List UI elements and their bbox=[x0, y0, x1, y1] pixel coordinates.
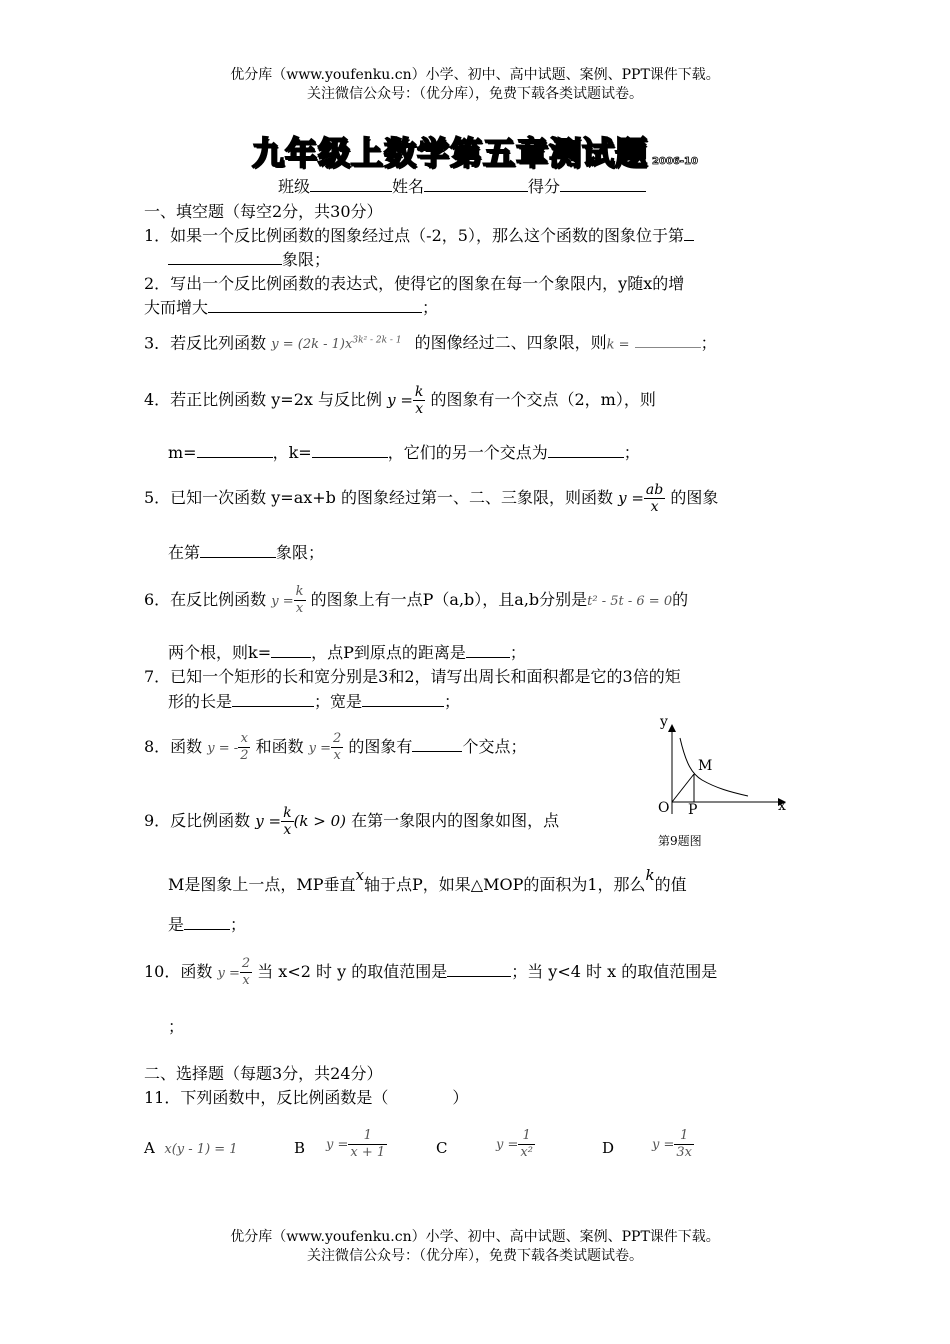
name-blank[interactable] bbox=[424, 177, 528, 192]
footer-line-2: 关注微信公众号：（优分库），免费下载各类试题试卷。 bbox=[307, 1248, 643, 1264]
q10-fraction: $\frac{2}{x}$ bbox=[241, 956, 251, 988]
class-label: 班级 bbox=[278, 177, 311, 196]
q5-line2: 在第 象限； bbox=[168, 543, 325, 562]
q4-line2: m= ，k= ，它们的另一个交点为 ； bbox=[168, 443, 640, 462]
q4-line1: 4．若正比例函数 y=2x 与反比例 y = $\frac{k}{x}$ 的图象有一个交点（2，m），则 bbox=[144, 384, 656, 417]
header-line-2: 关注微信公众号：（优分库），免费下载各类试题试卷。 bbox=[307, 86, 643, 102]
q1-line2: 象限； bbox=[168, 249, 330, 271]
q3-blank[interactable] bbox=[635, 333, 701, 348]
q11-options bbox=[144, 1128, 744, 1172]
fig-y-label: y bbox=[660, 714, 668, 730]
q1-blank[interactable] bbox=[684, 226, 694, 241]
q1-blank-cont[interactable] bbox=[168, 250, 282, 265]
hyperbola-curve bbox=[680, 738, 748, 796]
fig-o-label: O bbox=[658, 800, 670, 816]
q7-blank-width[interactable] bbox=[362, 692, 444, 707]
q4-blank-point[interactable] bbox=[548, 443, 624, 458]
student-info bbox=[278, 176, 646, 198]
q6-blank-k[interactable] bbox=[271, 643, 311, 658]
q4-blank-m[interactable] bbox=[197, 443, 273, 458]
q9-fraction: $\frac{k}{x}$ bbox=[283, 805, 292, 838]
fig-x-label: x bbox=[778, 798, 786, 814]
q5-line1: 5．已知一次函数 y=ax+b 的图象经过第一、二、三象限，则函数 y = $\frac{ab}{x}$ 的图象 bbox=[144, 482, 719, 515]
q2-blank[interactable] bbox=[208, 298, 422, 313]
q4-blank-k[interactable] bbox=[312, 443, 388, 458]
q6-fraction: $\frac{k}{x}$ bbox=[295, 584, 304, 616]
q11-option-c-label[interactable]: C bbox=[436, 1139, 448, 1157]
title-main: 九年级上数学第五章测试题 bbox=[252, 134, 649, 172]
class-blank[interactable] bbox=[310, 177, 392, 192]
page-title bbox=[0, 128, 950, 174]
q6-line1: 6．在反比例函数 y = $\frac{k}{x}$ 的图象上有一点P（a,b），且a,b分别是t² - 5t - 6 = 0的 bbox=[144, 584, 689, 616]
q11-option-d[interactable]: y = $\frac{1}{3x}$ bbox=[652, 1128, 692, 1160]
q4-fraction: $\frac{k}{x}$ bbox=[414, 384, 424, 417]
section1-heading: 一、填空题（每空2分，共30分） bbox=[144, 202, 383, 221]
q9-line2: M是图象上一点，MP垂直x轴于点P，如果△MOP的面积为1，那么k的值 bbox=[168, 866, 687, 894]
score-blank[interactable] bbox=[560, 177, 646, 192]
section2-heading: 二、选择题（每题3分，共24分） bbox=[144, 1064, 383, 1083]
segment-om bbox=[672, 774, 694, 802]
q8-fraction-1: $\frac{x}{2}$ bbox=[240, 731, 249, 763]
q10-blank-y[interactable] bbox=[447, 962, 511, 977]
q8-blank[interactable] bbox=[412, 737, 462, 752]
q2-line1: 2．写出一个反比例函数的表达式，使得它的图象在每一个象限内，y随x的增 bbox=[144, 274, 685, 293]
q8-fraction-2: $\frac{2}{x}$ bbox=[333, 731, 342, 763]
q2-line2: 大而增大 ； bbox=[144, 298, 439, 317]
q11-option-b-label[interactable]: B bbox=[294, 1139, 306, 1157]
q7-blank-length[interactable] bbox=[232, 692, 314, 707]
q7-line2: 形的长是 ；宽是 ； bbox=[168, 692, 461, 711]
q5-blank[interactable] bbox=[200, 543, 276, 558]
q7-line1: 7．已知一个矩形的长和宽分别是3和2，请写出周长和面积都是它的3倍的矩 bbox=[144, 667, 681, 686]
q9-line3: 是 ； bbox=[168, 915, 247, 934]
q11-option-a[interactable]: A x(y - 1) = 1 bbox=[144, 1139, 238, 1157]
q9-blank[interactable] bbox=[184, 915, 230, 930]
figure-9 bbox=[650, 714, 800, 854]
q3-expression: $y = (2k - 1)x^{3k^2 - 2k - 1}$ bbox=[271, 336, 402, 353]
q11-stem: 11．下列函数中，反比例函数是（ ） bbox=[144, 1088, 469, 1107]
q11-option-d-label[interactable]: D bbox=[602, 1139, 615, 1157]
footer-line-1: 优分库（www.youfenku.cn）小学、初中、高中试题、案例、PPT课件下载。 bbox=[230, 1229, 720, 1245]
q6-line2: 两个根，则k= ，点P到原点的距离是 ； bbox=[168, 643, 526, 662]
q10-line1: 10．函数 y = $\frac{2}{x}$ 当 x<2 时 y 的取值范围是 ；当 y<4 时 x 的取值范围是 bbox=[144, 956, 718, 988]
q8: 8．函数 y = - $\frac{x}{2}$ 和函数 y = $\frac{2}{x}$ 的图象有 个交点； bbox=[144, 731, 527, 763]
q1-line1: 1．如果一个反比例函数的图象经过点（-2，5），那么这个函数的图象位于第 bbox=[144, 225, 694, 247]
y-axis-arrow bbox=[668, 724, 676, 732]
name-label: 姓名 bbox=[392, 177, 425, 196]
fig-caption: 第9题图 bbox=[658, 834, 702, 848]
q5-fraction: $\frac{ab}{x}$ bbox=[645, 482, 664, 515]
q10-line2: ； bbox=[168, 1017, 185, 1036]
title-date: 2006-10 bbox=[652, 156, 698, 167]
score-label: 得分 bbox=[528, 177, 561, 196]
fig-m-label: M bbox=[698, 758, 713, 774]
q11-option-b[interactable]: y = $\frac{1}{x + 1}$ bbox=[326, 1128, 386, 1160]
header-line-1: 优分库（www.youfenku.cn）小学、初中、高中试题、案例、PPT课件下载。 bbox=[230, 67, 720, 83]
fig-p-label: P bbox=[688, 802, 698, 818]
q6-blank-dist[interactable] bbox=[466, 643, 510, 658]
q3: 3．若反比列函数 $y = (2k - 1)x^{3k^2 - 2k - 1}$ 的图像经过二、四象限，则k = ； bbox=[144, 333, 717, 353]
q9-line1: 9．反比例函数 y = $\frac{k}{x}$ (k > 0) 在第一象限内的图象如图，点 bbox=[144, 805, 560, 838]
q11-option-c[interactable]: y = $\frac{1}{\text{x²}}$ bbox=[496, 1128, 533, 1160]
